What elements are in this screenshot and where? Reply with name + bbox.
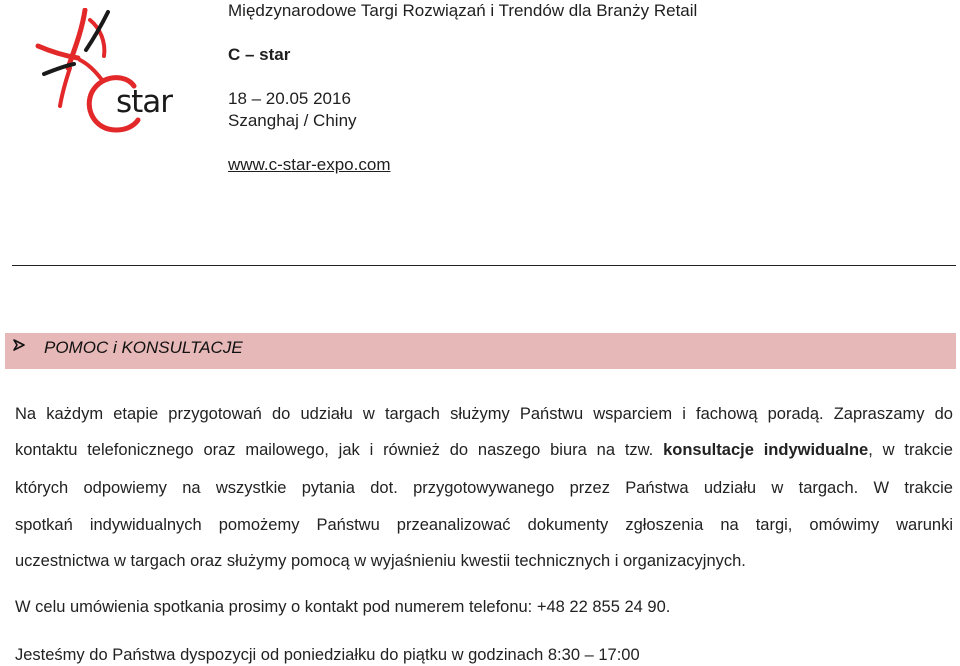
paragraph-line: spotkań indywidualnych pomożemy Państwu przeanalizować dokumenty zgłoszenia na targi, omówimy warunki bbox=[15, 516, 953, 534]
paragraph-text: , w trakcie bbox=[868, 441, 953, 459]
paragraph-line: uczestnictwa w targach oraz służymy pomocą w wyjaśnieniu kwestii technicznych i organizacyjnych. bbox=[15, 552, 746, 570]
contact-phone-line: W celu umówienia spotkania prosimy o kontakt pod numerem telefonu: +48 22 855 24 90. bbox=[15, 598, 671, 616]
section-title: POMOC i KONSULTACJE bbox=[44, 338, 243, 357]
event-website-link[interactable]: www.c-star-expo.com bbox=[228, 155, 391, 174]
paragraph-text: kontaktu telefonicznego oraz mailowego, jak i również do naszego biura na tzw. bbox=[15, 441, 654, 459]
paragraph-line: których odpowiemy na wszystkie pytania dot. przygotowywanego przez Państwa udziału w targach. W trakcie bbox=[15, 479, 953, 497]
logo-wordmark: star bbox=[116, 84, 173, 120]
event-location: Szanghaj / Chiny bbox=[228, 111, 357, 130]
paragraph-line: Na każdym etapie przygotowań do udziału w targach służymy Państwu wsparciem i fachową poradą. Zapraszamy do bbox=[15, 405, 953, 423]
section-header-band bbox=[5, 333, 956, 369]
arrow-bullet-icon bbox=[12, 338, 26, 352]
event-dates: 18 – 20.05 2016 bbox=[228, 89, 351, 108]
office-hours-line: Jesteśmy do Państwa dyspozycji od poniedziałku do piątku w godzinach 8:30 – 17:00 bbox=[15, 646, 640, 664]
c-star-logo bbox=[30, 8, 180, 136]
event-title: Międzynarodowe Targi Rozwiązań i Trendów dla Branży Retail bbox=[228, 1, 698, 20]
bold-term: konsultacje indywidualne bbox=[663, 441, 869, 459]
divider-line bbox=[12, 265, 956, 266]
event-name: C – star bbox=[228, 45, 291, 64]
paragraph-line bbox=[15, 441, 953, 460]
